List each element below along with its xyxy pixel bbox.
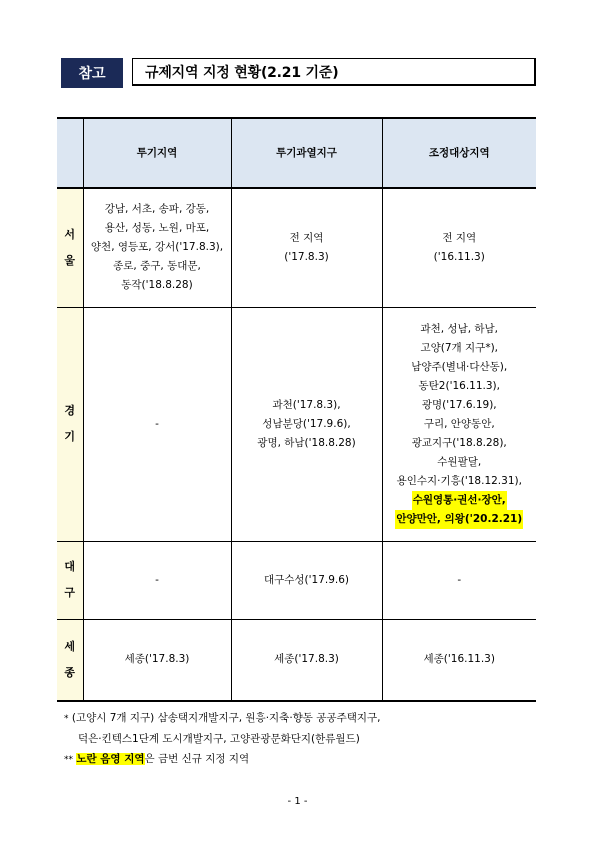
table-header-row: [57, 118, 536, 188]
table-row-sejong: [57, 619, 536, 701]
new-designation-highlight: 수원영통·권선·장안,: [412, 491, 507, 510]
table-row-gyeonggi: [57, 307, 536, 541]
cell-sejong-adjustment: 세종('16.11.3): [423, 653, 495, 666]
table-row-daegu: [57, 541, 536, 619]
footnote-goyang-cont: 덕은·킨텍스1단계 도시개발지구, 고양관광문화단지(한류월드): [78, 733, 360, 745]
footnote-highlight-legend: ** 노란 음영 지역은 금번 신규 지정 지역: [64, 753, 250, 765]
cell-daegu-speculation: -: [83, 541, 231, 619]
cell-daegu-overheated: 대구수성('17.9.6): [231, 541, 382, 619]
cell-seoul-speculation: 강남, 서초, 송파, 강동, 용산, 성동, 노원, 마포, 양천, 영등포, 강서('17.8.3), 종로, 중구, 동대문, 동작('18.8.28): [83, 188, 231, 307]
cell-seoul-overheated: 전 지역 ('17.8.3): [231, 188, 382, 307]
table-row-seoul: [57, 188, 536, 307]
footnote-goyang: * (고양시 7개 지구) 삼송택지개발지구, 원흥·지축·향동 공공주택지구,: [64, 712, 381, 724]
cell-gyeonggi-speculation: -: [83, 307, 231, 541]
col-header-adjustment: 조정대상지역: [382, 118, 536, 188]
row-header-daegu: 대 구: [57, 541, 83, 619]
row-header-seoul: 서 울: [57, 188, 83, 307]
cell-sejong-overheated: 세종('17.8.3): [231, 619, 382, 701]
page-title: 규제지역 지정 현황(2.21 기준): [132, 58, 536, 86]
row-header-sejong: 세 종: [57, 619, 83, 701]
cell-gyeonggi-adjustment: 과천, 성남, 하남, 고양(7개 지구*), 남양주(별내·다산동), 동탄2('16.11.3), 광명('17.6.19), 구리, 안양동안, 광교지구('18.8.28), 수원팔달, 용인수지·기흥('18.12.31), 수원영통·권선·장안, 안양만안, 의왕('20.2.21): [382, 307, 536, 541]
regulation-table: [57, 117, 536, 702]
cell-sejong-speculation: 세종('17.8.3): [83, 619, 231, 701]
cell-seoul-adjustment: 전 지역 ('16.11.3): [433, 231, 485, 263]
col-header-speculation: 투기지역: [83, 118, 231, 188]
col-header-overheated: 투기과열지구: [231, 118, 382, 188]
footnotes: [60, 708, 540, 770]
page-number: - 1 -: [287, 796, 308, 807]
row-header-gyeonggi: 경 기: [57, 307, 83, 541]
cell-daegu-adjustment: -: [457, 573, 462, 586]
new-designation-highlight: 안양만안, 의왕('20.2.21): [395, 510, 523, 529]
cell-gyeonggi-overheated: 과천('17.8.3), 성남분당('17.9.6), 광명, 하남('18.8.28): [231, 307, 382, 541]
section-badge: 참고: [61, 58, 123, 88]
header-corner: [57, 118, 83, 188]
